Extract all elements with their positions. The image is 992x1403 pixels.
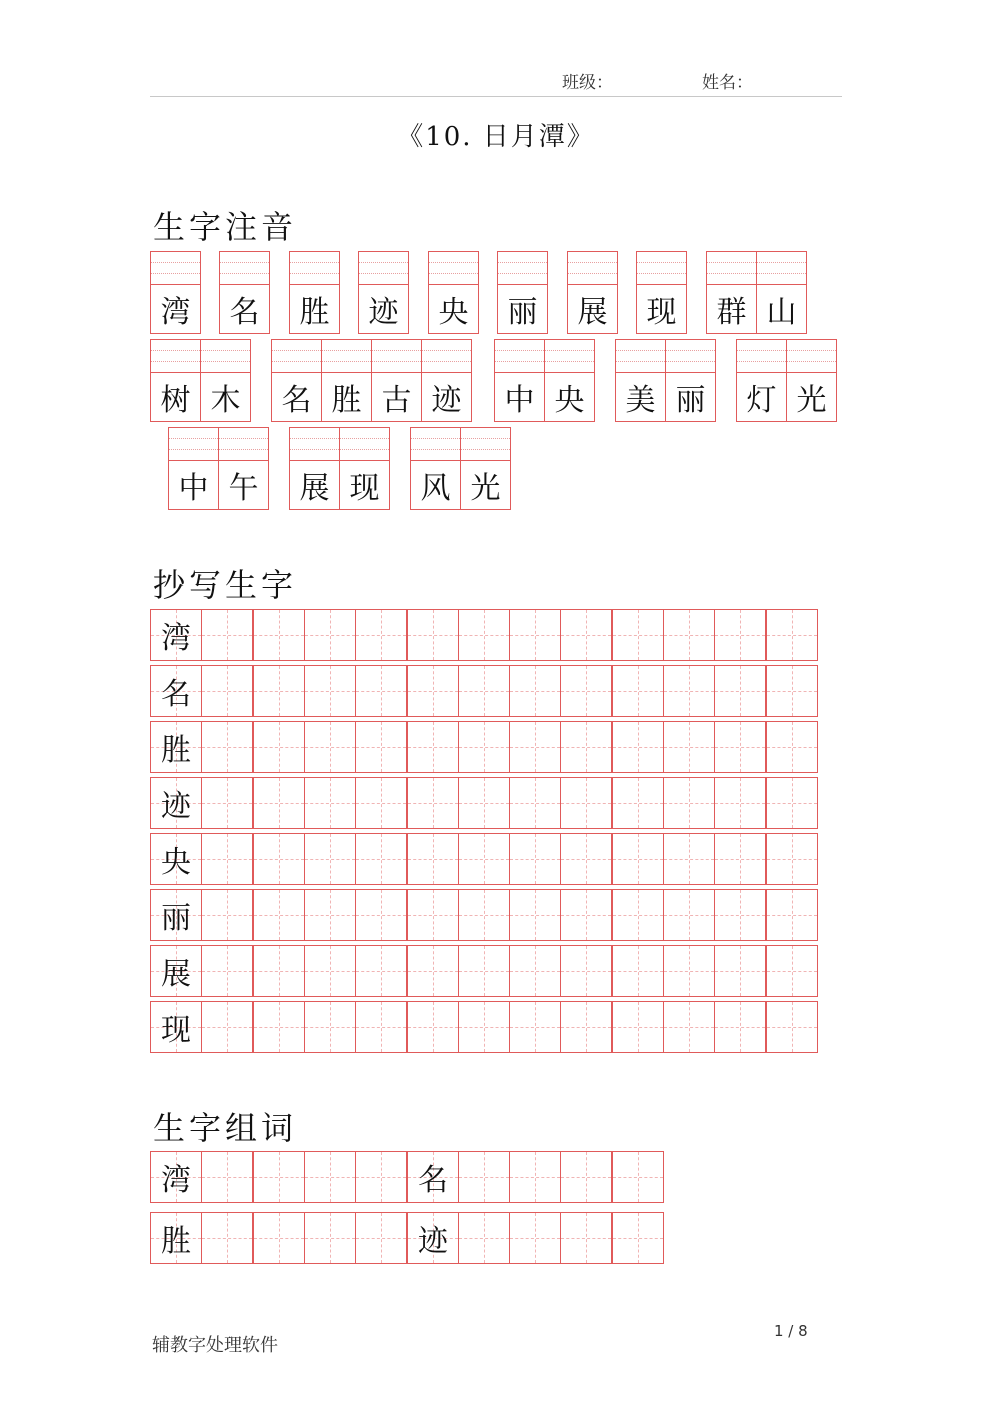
writing-cell[interactable]: [355, 1001, 407, 1053]
writing-cell[interactable]: [253, 665, 305, 717]
writing-cell[interactable]: [458, 945, 510, 997]
writing-cell[interactable]: [560, 833, 612, 885]
writing-cell[interactable]: [663, 609, 715, 661]
pinyin-character: 古: [381, 382, 412, 418]
writing-cell[interactable]: [612, 1212, 664, 1264]
pinyin-word-box: [271, 339, 471, 422]
pinyin-cell: [150, 339, 201, 422]
writing-cell[interactable]: [253, 1212, 305, 1264]
pinyin-character: 迹: [431, 382, 462, 418]
pinyin-cell: [339, 427, 390, 510]
pinyin-cell: [271, 339, 322, 422]
writing-cell[interactable]: [253, 777, 305, 829]
writing-cell[interactable]: [253, 889, 305, 941]
pinyin-cell: [494, 339, 545, 422]
pinyin-writing-lines: [757, 252, 806, 285]
writing-cell[interactable]: [766, 889, 818, 941]
writing-cell[interactable]: [304, 721, 356, 773]
pinyin-cell: [786, 339, 837, 422]
writing-cell[interactable]: [560, 721, 612, 773]
model-character: 胜: [161, 733, 191, 768]
writing-cell[interactable]: [304, 889, 356, 941]
model-character-cell: [407, 1151, 459, 1203]
pinyin-writing-lines: [201, 340, 250, 373]
pinyin-character: 丽: [507, 294, 538, 330]
pinyin-word-box: [706, 251, 806, 334]
writing-cell[interactable]: [304, 777, 356, 829]
pinyin-character: 树: [160, 382, 191, 418]
pinyin-character: 迹: [368, 294, 399, 330]
writing-cell[interactable]: [458, 1212, 510, 1264]
writing-cell[interactable]: [458, 1151, 510, 1203]
pinyin-cell: [150, 251, 201, 334]
writing-cell[interactable]: [663, 665, 715, 717]
pinyin-character: 名: [281, 382, 312, 418]
writing-cell[interactable]: [253, 833, 305, 885]
writing-cell[interactable]: [612, 889, 664, 941]
pinyin-writing-lines: [359, 252, 408, 285]
pinyin-cell: [665, 339, 716, 422]
writing-cell[interactable]: [304, 1001, 356, 1053]
pinyin-word-box: [636, 251, 686, 334]
pinyin-character: 美: [625, 382, 656, 418]
writing-cell[interactable]: [509, 1151, 561, 1203]
writing-cell[interactable]: [612, 609, 664, 661]
pinyin-cell: [218, 427, 269, 510]
model-character: 名: [161, 677, 191, 712]
pinyin-character: 央: [554, 382, 585, 418]
pinyin-character: 光: [796, 382, 827, 418]
pinyin-cell: [497, 251, 548, 334]
model-character: 展: [161, 957, 191, 992]
pinyin-character: 央: [438, 294, 469, 330]
writing-cell[interactable]: [612, 777, 664, 829]
pinyin-cell: [460, 427, 511, 510]
model-character: 胜: [161, 1224, 191, 1259]
pinyin-cell: [615, 339, 666, 422]
writing-cell[interactable]: [304, 945, 356, 997]
writing-cell[interactable]: [663, 945, 715, 997]
writing-cell[interactable]: [663, 833, 715, 885]
pinyin-cell: [289, 427, 340, 510]
writing-cell[interactable]: [407, 833, 459, 885]
pinyin-word-box: [289, 251, 339, 334]
section-title-copy: 抄写生字: [153, 566, 298, 604]
pinyin-writing-lines: [151, 252, 200, 285]
pinyin-writing-lines: [498, 252, 547, 285]
writing-cell[interactable]: [355, 945, 407, 997]
writing-cell[interactable]: [407, 609, 459, 661]
pinyin-writing-lines: [151, 340, 200, 373]
writing-cell[interactable]: [766, 833, 818, 885]
pinyin-word-box: [736, 339, 836, 422]
writing-cell[interactable]: [304, 1151, 356, 1203]
pinyin-cell: [567, 251, 618, 334]
model-character-cell: [150, 889, 202, 941]
model-character: 迹: [418, 1224, 448, 1259]
writing-cell[interactable]: [560, 1212, 612, 1264]
pinyin-writing-lines: [495, 340, 544, 373]
pinyin-writing-lines: [322, 340, 371, 373]
writing-cell[interactable]: [560, 777, 612, 829]
footer-software: 辅教字处理软件: [152, 1335, 278, 1356]
pinyin-writing-lines: [545, 340, 594, 373]
pinyin-word-box: [358, 251, 408, 334]
writing-cell[interactable]: [201, 777, 253, 829]
writing-cell[interactable]: [201, 1151, 253, 1203]
model-character-cell: [150, 665, 202, 717]
pinyin-cell: [421, 339, 472, 422]
pinyin-character: 湾: [160, 294, 191, 330]
pinyin-writing-lines: [290, 252, 339, 285]
writing-cell[interactable]: [458, 665, 510, 717]
writing-cell[interactable]: [612, 665, 664, 717]
writing-cell[interactable]: [253, 721, 305, 773]
pinyin-cell: [544, 339, 595, 422]
pinyin-cell: [168, 427, 219, 510]
pinyin-character: 木: [210, 382, 241, 418]
pinyin-cell: [200, 339, 251, 422]
model-character-cell: [407, 1212, 459, 1264]
pinyin-writing-lines: [411, 428, 460, 461]
pinyin-writing-lines: [169, 428, 218, 461]
writing-cell[interactable]: [407, 721, 459, 773]
writing-cell[interactable]: [560, 1001, 612, 1053]
writing-cell[interactable]: [304, 1212, 356, 1264]
writing-cell[interactable]: [714, 609, 766, 661]
writing-cell[interactable]: [560, 889, 612, 941]
writing-cell[interactable]: [766, 1001, 818, 1053]
pinyin-character: 灯: [746, 382, 777, 418]
model-character: 现: [161, 1013, 191, 1048]
pinyin-writing-lines: [429, 252, 478, 285]
writing-cell[interactable]: [766, 721, 818, 773]
writing-cell[interactable]: [612, 1151, 664, 1203]
pinyin-cell: [321, 339, 372, 422]
writing-cell[interactable]: [714, 833, 766, 885]
pinyin-writing-lines: [707, 252, 756, 285]
writing-cell[interactable]: [509, 721, 561, 773]
model-character-cell: [150, 777, 202, 829]
writing-cell[interactable]: [253, 945, 305, 997]
writing-cell[interactable]: [201, 945, 253, 997]
writing-cell[interactable]: [714, 1001, 766, 1053]
pinyin-cell: [358, 251, 409, 334]
pinyin-cell: [706, 251, 757, 334]
pinyin-cell: [289, 251, 340, 334]
pinyin-cell: [736, 339, 787, 422]
writing-cell[interactable]: [253, 1001, 305, 1053]
writing-cell[interactable]: [509, 1212, 561, 1264]
pinyin-word-box: [168, 427, 268, 510]
pinyin-character: 现: [349, 470, 380, 506]
writing-cell[interactable]: [355, 1151, 407, 1203]
writing-cell[interactable]: [253, 1151, 305, 1203]
writing-cell[interactable]: [407, 665, 459, 717]
writing-cell[interactable]: [560, 1151, 612, 1203]
writing-cell[interactable]: [509, 1001, 561, 1053]
pinyin-word-box: [497, 251, 547, 334]
writing-cell[interactable]: [407, 777, 459, 829]
writing-cell[interactable]: [766, 609, 818, 661]
writing-cell[interactable]: [201, 833, 253, 885]
writing-cell[interactable]: [407, 945, 459, 997]
writing-cell[interactable]: [304, 609, 356, 661]
pinyin-character: 展: [577, 294, 608, 330]
writing-cell[interactable]: [355, 1212, 407, 1264]
writing-cell[interactable]: [458, 609, 510, 661]
pinyin-writing-lines: [220, 252, 269, 285]
pinyin-character: 丽: [675, 382, 706, 418]
writing-cell[interactable]: [201, 889, 253, 941]
pinyin-cell: [219, 251, 270, 334]
pinyin-writing-lines: [340, 428, 389, 461]
pinyin-character: 午: [228, 470, 259, 506]
writing-cell[interactable]: [714, 665, 766, 717]
writing-cell[interactable]: [714, 721, 766, 773]
pinyin-character: 胜: [299, 294, 330, 330]
pinyin-cell: [428, 251, 479, 334]
page-number: 1 / 8: [774, 1322, 808, 1340]
name-label: 姓名：: [702, 73, 753, 93]
writing-cell[interactable]: [509, 833, 561, 885]
pinyin-word-box: [289, 427, 389, 510]
writing-cell[interactable]: [560, 945, 612, 997]
pinyin-character: 现: [646, 294, 677, 330]
writing-cell[interactable]: [766, 777, 818, 829]
writing-cell[interactable]: [355, 889, 407, 941]
model-character: 湾: [161, 1163, 191, 1198]
writing-cell[interactable]: [355, 665, 407, 717]
writing-cell[interactable]: [612, 721, 664, 773]
pinyin-character: 展: [299, 470, 330, 506]
model-character-cell: [150, 1212, 202, 1264]
writing-cell[interactable]: [201, 721, 253, 773]
pinyin-character: 群: [716, 294, 747, 330]
pinyin-writing-lines: [616, 340, 665, 373]
model-character: 央: [161, 845, 191, 880]
writing-cell[interactable]: [458, 833, 510, 885]
pinyin-word-box: [494, 339, 594, 422]
pinyin-word-box: [615, 339, 715, 422]
writing-cell[interactable]: [458, 889, 510, 941]
section-title-words: 生字组词: [153, 1109, 298, 1147]
pinyin-writing-lines: [568, 252, 617, 285]
writing-cell[interactable]: [663, 777, 715, 829]
writing-cell[interactable]: [201, 1001, 253, 1053]
writing-cell[interactable]: [201, 609, 253, 661]
pinyin-writing-lines: [219, 428, 268, 461]
writing-cell[interactable]: [612, 1001, 664, 1053]
writing-cell[interactable]: [714, 889, 766, 941]
pinyin-character: 中: [504, 382, 535, 418]
model-character-cell: [150, 609, 202, 661]
writing-cell[interactable]: [509, 609, 561, 661]
writing-cell[interactable]: [458, 777, 510, 829]
writing-cell[interactable]: [663, 1001, 715, 1053]
pinyin-word-box: [410, 427, 510, 510]
writing-cell[interactable]: [201, 1212, 253, 1264]
pinyin-character: 名: [229, 294, 260, 330]
model-character-cell: [150, 721, 202, 773]
writing-cell[interactable]: [714, 945, 766, 997]
writing-cell[interactable]: [509, 945, 561, 997]
pinyin-word-box: [150, 251, 200, 334]
class-label: 班级：: [562, 73, 613, 93]
pinyin-cell: [756, 251, 807, 334]
writing-cell[interactable]: [355, 777, 407, 829]
writing-cell[interactable]: [407, 889, 459, 941]
writing-cell[interactable]: [509, 665, 561, 717]
pinyin-character: 光: [470, 470, 501, 506]
model-character-cell: [150, 833, 202, 885]
pinyin-writing-lines: [422, 340, 471, 373]
writing-cell[interactable]: [355, 721, 407, 773]
pinyin-writing-lines: [737, 340, 786, 373]
writing-cell[interactable]: [560, 609, 612, 661]
model-character: 迹: [161, 789, 191, 824]
section-title-pinyin: 生字注音: [153, 208, 298, 246]
writing-cell[interactable]: [458, 721, 510, 773]
pinyin-character: 风: [420, 470, 451, 506]
writing-cell[interactable]: [355, 833, 407, 885]
writing-cell[interactable]: [407, 1001, 459, 1053]
model-character-cell: [150, 945, 202, 997]
writing-cell[interactable]: [612, 833, 664, 885]
writing-cell[interactable]: [509, 777, 561, 829]
header-divider: [150, 96, 842, 97]
model-character-cell: [150, 1001, 202, 1053]
pinyin-word-box: [428, 251, 478, 334]
page-title: 《10. 日月潭》: [397, 122, 595, 152]
model-character-cell: [150, 1151, 202, 1203]
writing-cell[interactable]: [714, 777, 766, 829]
pinyin-character: 山: [766, 294, 797, 330]
pinyin-writing-lines: [290, 428, 339, 461]
writing-cell[interactable]: [304, 665, 356, 717]
pinyin-cell: [371, 339, 422, 422]
pinyin-writing-lines: [461, 428, 510, 461]
model-character: 湾: [161, 621, 191, 656]
pinyin-cell: [410, 427, 461, 510]
pinyin-writing-lines: [272, 340, 321, 373]
writing-cell[interactable]: [560, 665, 612, 717]
writing-cell[interactable]: [612, 945, 664, 997]
pinyin-writing-lines: [666, 340, 715, 373]
writing-cell[interactable]: [355, 609, 407, 661]
writing-cell[interactable]: [509, 889, 561, 941]
writing-cell[interactable]: [201, 665, 253, 717]
writing-cell[interactable]: [766, 665, 818, 717]
pinyin-cell: [636, 251, 687, 334]
pinyin-word-box: [150, 339, 250, 422]
model-character: 丽: [161, 901, 191, 936]
writing-cell[interactable]: [458, 1001, 510, 1053]
writing-cell[interactable]: [766, 945, 818, 997]
pinyin-word-box: [219, 251, 269, 334]
model-character: 名: [418, 1163, 448, 1198]
writing-cell[interactable]: [663, 889, 715, 941]
pinyin-character: 胜: [331, 382, 362, 418]
pinyin-writing-lines: [372, 340, 421, 373]
writing-cell[interactable]: [253, 609, 305, 661]
pinyin-character: 中: [178, 470, 209, 506]
pinyin-writing-lines: [787, 340, 836, 373]
pinyin-word-box: [567, 251, 617, 334]
pinyin-writing-lines: [637, 252, 686, 285]
writing-cell[interactable]: [304, 833, 356, 885]
writing-cell[interactable]: [663, 721, 715, 773]
